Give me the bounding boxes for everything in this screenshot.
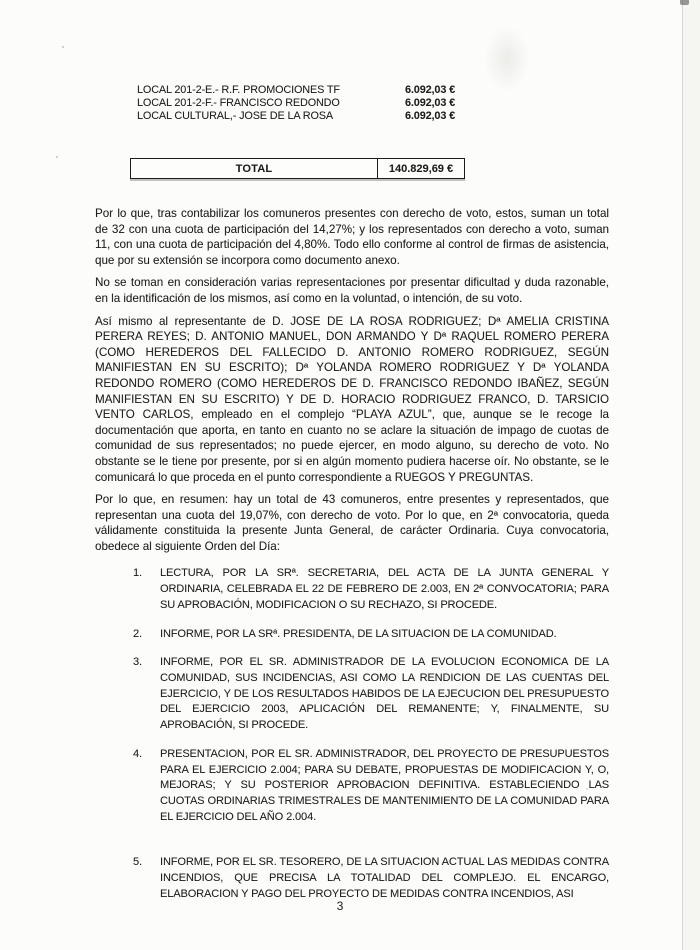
agenda-item-text: INFORME, POR LA SRª. PRESIDENTA, DE LA SITUACION DE LA COMUNIDAD. (160, 627, 557, 640)
agenda-item-text: INFORME, POR EL SR. TESORERO, DE LA SITUACION ACTUAL LAS MEDIDAS CONTRA INCENDIOS, QUE PRECISA LA TOTALIDAD DEL COMPLEJO. EL ENCARGO, ELABORACION Y PAGO DEL PROYECTO DE MEDIDAS CONTRA INCENDIOS, ASI (160, 856, 609, 900)
agenda-item-text: PRESENTACION, POR EL SR. ADMINISTRADOR, DEL PROYECTO DE PRESUPUESTOS PARA EL EJERCICIO 2.004; PARA SU DEBATE, PROPUESTAS DE MODIFICACION Y, O, MEJORAS; Y SU POSTERIOR APROBACION DEFINITIVA. ESTABLECIENDO LAS CUOTAS ORDINARIAS TRIMESTRALES DE MANTENIMIENTO DE LA COMUNIDAD PARA EL EJERCICIO DEL AÑO 2.004. (160, 747, 609, 823)
agenda-item-number: 3. (133, 656, 142, 669)
scan-speck (56, 156, 58, 158)
scan-corner-mark (680, 0, 689, 5)
fee-label: LOCAL 201-2-F.- FRANCISCO REDONDO (137, 97, 340, 110)
page-number: 3 (336, 899, 344, 913)
agenda-item-text: LECTURA, POR LA SRª. SECRETARIA, DEL ACTA DE LA JUNTA GENERAL Y ORDINARIA, CELEBRADA EL 22 DE FEBRERO DE 2.003, EN 2ª CONVOCATORIA; PARA SU APROBACIÓN, MODIFICACION O SU RECHAZO, SI PROCEDE. (160, 567, 609, 611)
scan-page-edge-line (682, 0, 683, 950)
agenda-list (133, 566, 609, 902)
agenda-item-2 (133, 627, 609, 643)
document-body (95, 206, 609, 902)
paragraph-attendance-count: Por lo que, tras contabilizar los comuneros presentes con derecho de voto, estos, suman un total de 32 con una cuota de participación del 14,27%; y los representados con derecho a voto, suman 11, con una cuota de participación del 4,80%. Todo ello conforme al control de firmas de asistencia, que por su extensión se incorpora como documento anexo. (95, 207, 609, 267)
fee-amount: 6.092,03 € (405, 84, 456, 96)
fee-row (137, 97, 482, 110)
scan-smudge (484, 26, 530, 92)
fee-label: LOCAL 201-2-E.- R.F. PROMOCIONES TF (137, 84, 340, 96)
agenda-item-3 (133, 655, 609, 734)
agenda-item-text: INFORME, POR EL SR. ADMINISTRADOR DE LA EVOLUCION ECONOMICA DE LA COMUNIDAD, SUS INCIDENCIAS, ASI COMO LA RENDICION DE LAS CUENTAS DEL EJERCICIO, Y DE LOS RESULTADOS HABIDOS DE LA EJECUCION DEL PRESUPUESTO DEL EJERCICIO 2003, APLICACIÓN DEL REMANENTE; Y, FINALMENTE, SU APROBACIÓN, SI PROCEDE. (160, 656, 609, 732)
agenda-item-1 (133, 566, 609, 613)
agenda-item-number: 5. (133, 856, 142, 869)
fee-list (137, 84, 482, 124)
agenda-item-4 (133, 747, 609, 826)
scan-edge-tint (683, 0, 700, 950)
fee-row (137, 110, 482, 123)
fee-row (137, 84, 482, 97)
total-box (130, 158, 465, 179)
agenda-item-number: 2. (133, 627, 142, 640)
total-label: TOTAL (131, 159, 378, 178)
paragraph-representatives-detail: Así mismo al representante de D. JOSE DE LA ROSA RODRIGUEZ; Dª AMELIA CRISTINA PERERA REYES; D. ANTONIO MANUEL, DON ARMANDO Y Dª RAQUEL ROMERO PERERA (COMO HEREDEROS DEL FALLECIDO D. ANTONIO ROMERO RODRIGUEZ, SEGÚN MANIFIESTAN EN SU ESCRITO); Dª YOLANDA ROMERO RODRIGUEZ Y Dª YOLANDA REDONDO ROMERO (COMO HEREDEROS DE D. FRANCISCO REDONDO IBAÑEZ, SEGÚN MANIFIESTAN EN SU ESCRITO) Y DE D. HORACIO RODRIGUEZ FRANCO, D. TARSICIO VENTO CARLOS, empleado en el complejo “PLAYA AZUL”, que, aunque se le recoge la documentación que aporta, en tanto en cuanto no se aclare la situación de impago de cuotas de comunidad de sus representados; no puede ejercer, en modo alguno, su derecho de voto. No obstante se le tiene por presente, por si en algún momento pudiera hacerse oír. No obstante, se le comunicará lo que proceda en el punto correspondiente a RUEGOS Y PREGUNTAS. (95, 314, 609, 484)
agenda-item-number: 4. (133, 747, 142, 760)
paragraph-representations-rejected: No se toman en consideración varias representaciones por presentar dificultad y duda razonable, en la identificación de los mismos, así como en la voluntad, o intención, de su voto. (95, 276, 609, 305)
paragraph-summary-quorum: Por lo que, en resumen: hay un total de 43 comuneros, entre presentes y representados, que representan una cuota del 19,07%, con derecho de voto. Por lo que, en 2ª convocatoria, queda válidamente constituida la presente Junta General, de carácter Ordinaria. Cuya convocatoria, obedece al siguiente Orden del Día: (95, 493, 609, 553)
agenda-item-5 (133, 855, 609, 902)
agenda-item-number: 1. (133, 567, 142, 580)
fee-label: LOCAL CULTURAL,- JOSE DE LA ROSA (137, 110, 333, 123)
fee-amount: 6.092,03 € (405, 110, 456, 123)
fee-amount: 6.092,03 € (405, 97, 456, 110)
scan-speck (62, 46, 64, 48)
total-amount: 140.829,69 € (388, 162, 454, 175)
